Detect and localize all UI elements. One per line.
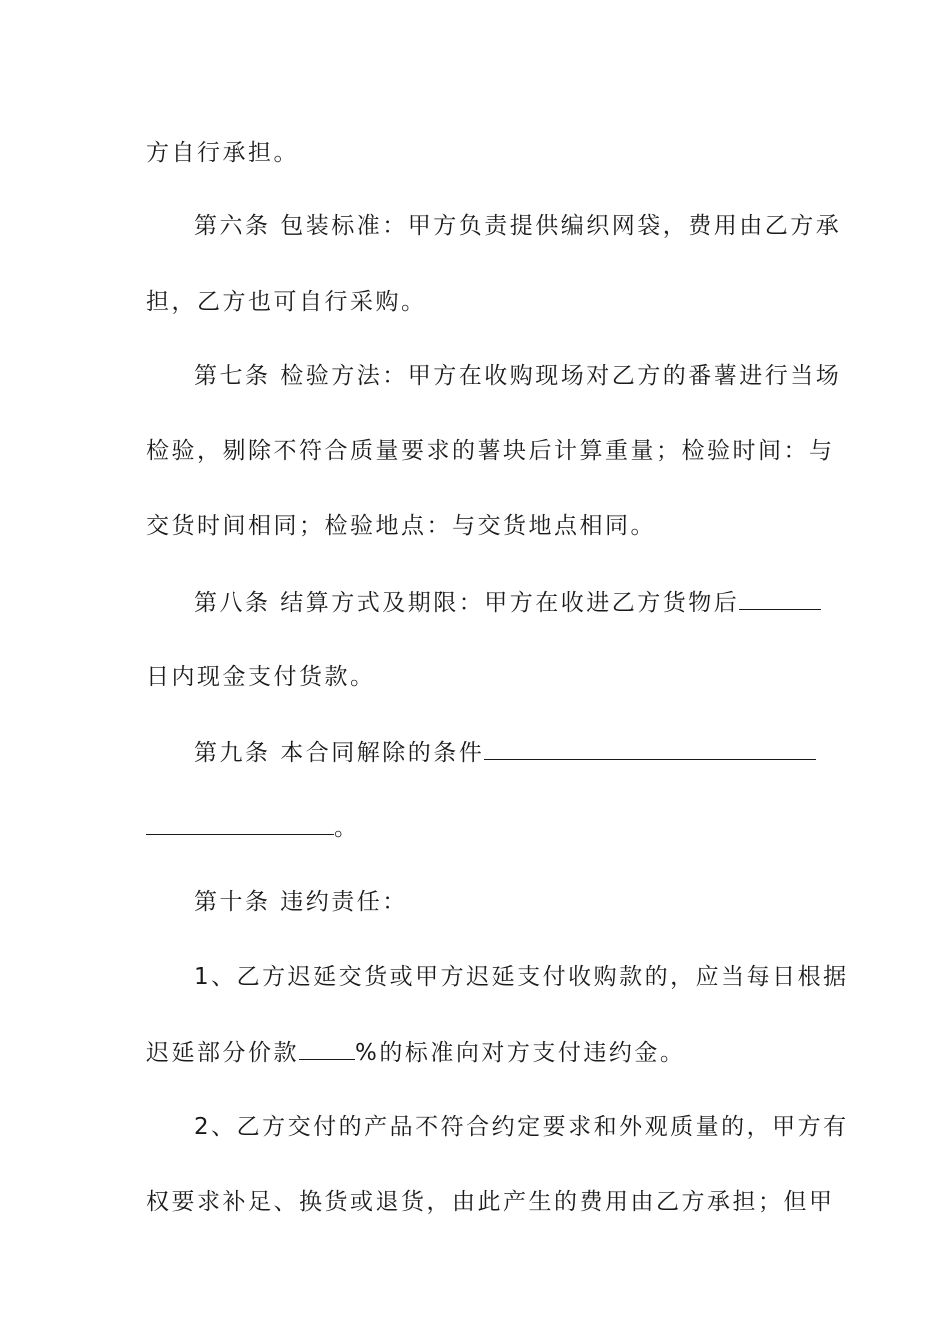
text: 第八条 结算方式及期限：甲方在收进乙方货物后 bbox=[194, 590, 740, 616]
text: %的标准向对方支付违约金。 bbox=[355, 1040, 686, 1066]
article-8-line-2 bbox=[146, 662, 376, 692]
article-10-heading bbox=[194, 887, 408, 917]
article-9-line-2 bbox=[146, 812, 360, 843]
article-6-line-1 bbox=[194, 211, 841, 241]
article-9-line-1 bbox=[194, 737, 816, 768]
clause-1-line-2 bbox=[146, 1037, 685, 1068]
text: 迟延部分价款 bbox=[146, 1040, 299, 1066]
text: 第十条 违约责任： bbox=[194, 889, 408, 915]
article-6-line-2 bbox=[146, 287, 427, 317]
article-8-line-1 bbox=[194, 587, 821, 618]
clause-2-line-1 bbox=[194, 1112, 849, 1142]
text: 。 bbox=[334, 815, 360, 841]
fill-in-blank-conditions-cont bbox=[146, 812, 334, 835]
text: 第九条 本合同解除的条件 bbox=[194, 740, 485, 766]
text: 权要求补足、换货或退货，由此产生的费用由乙方承担；但甲 bbox=[146, 1189, 835, 1215]
fill-in-blank-percent bbox=[299, 1037, 355, 1060]
article-7-line-2 bbox=[146, 436, 835, 466]
text: 方自行承担。 bbox=[146, 140, 299, 166]
clause-2-line-2 bbox=[146, 1187, 835, 1217]
clause-1-line-1 bbox=[194, 962, 849, 992]
text: 2、乙方交付的产品不符合约定要求和外观质量的，甲方有 bbox=[194, 1114, 849, 1140]
text: 担，乙方也可自行采购。 bbox=[146, 289, 427, 315]
text: 日内现金支付货款。 bbox=[146, 664, 376, 690]
article-7-line-3 bbox=[146, 511, 656, 541]
fill-in-blank-days bbox=[739, 587, 821, 610]
fill-in-blank-conditions bbox=[484, 737, 816, 760]
paragraph-line bbox=[146, 138, 299, 168]
text: 交货时间相同；检验地点：与交货地点相同。 bbox=[146, 513, 656, 539]
text: 第六条 包装标准：甲方负责提供编织网袋，费用由乙方承 bbox=[194, 213, 842, 239]
article-7-line-1 bbox=[194, 361, 841, 391]
text: 检验，剔除不符合质量要求的薯块后计算重量；检验时间：与 bbox=[146, 438, 835, 464]
text: 1、乙方迟延交货或甲方迟延支付收购款的，应当每日根据 bbox=[194, 964, 849, 990]
text: 第七条 检验方法：甲方在收购现场对乙方的番薯进行当场 bbox=[194, 363, 842, 389]
